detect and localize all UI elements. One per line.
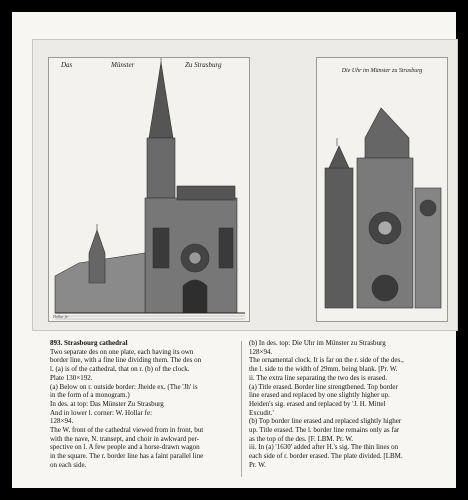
entry-line: Plate 130×192. [50, 373, 93, 382]
entry-line: with the nave, N. transept, and choir in awkward per- [50, 434, 200, 443]
entry-line: spective on l. A few people and a horse-drawn wagon [50, 443, 200, 452]
cathedral-drawing [49, 58, 249, 321]
entry-line: in the form of a monogram.) [50, 391, 130, 400]
clock-panel [316, 57, 448, 322]
catalogue-right-column [249, 339, 453, 470]
entry-line: (a) Title erased. Border line strengthened. Top border [249, 382, 398, 391]
entry-line: the l. side to the width of 29mm. being blank. [Pr. W. [249, 365, 398, 374]
entry-line: The W. front of the cathedral viewed from in front, but [50, 426, 204, 435]
entry-line: in the square. The r. border line has a faint parallel line [50, 452, 204, 461]
panel-title-word: Zu Strasburg [185, 61, 222, 69]
entry-line: on each side. [50, 460, 87, 469]
catalogue-left-column [50, 339, 235, 470]
entry-line: 128×94. [249, 347, 273, 356]
panel-title: Die Uhr im Münster zu Strasburg [341, 68, 423, 74]
entry-line: 128×94. [50, 417, 74, 426]
panel-title-word: Münster [111, 61, 135, 69]
cathedral-panel [48, 57, 250, 322]
entry-line: Pr. W. [249, 460, 266, 469]
entry-line: Two separate des on one plate, each having its own [50, 347, 194, 356]
entry-line: l. (a) is of the cathedral, that on r. (b) of the clock. [50, 365, 190, 374]
panel-title-word: Das [61, 61, 73, 69]
entry-line: Heiden's sig. erased and replaced by 'J. H. Mittel [249, 399, 386, 408]
column-divider [241, 341, 242, 477]
entry-line: The ornamental clock. It is far on the r. side of the des., [249, 356, 404, 365]
entry-line: each side of r. border erased. The plate divided. [LBM. [249, 452, 403, 461]
entry-line: as the top of the des. [F. LBM. Pr. W. [249, 434, 354, 443]
entry-line: ii. The extra line separating the two des is erased. [249, 373, 388, 382]
etching-plate-image [32, 39, 458, 331]
entry-line: Excudit.' [249, 408, 274, 417]
catalogue-text [50, 339, 452, 479]
entry-line: (b) Top border line erased and replaced slightly higher [249, 417, 402, 426]
entry-line: line erased and replaced by one slightly higher up. [249, 391, 390, 400]
artist-signature: Hollar fe: [53, 314, 69, 319]
entry-line: In des. at top: Das Münster Zu Strasburg [50, 399, 164, 408]
astronomical-clock-drawing [317, 58, 447, 321]
entry-line: iii. In (a) '1630' added after H.'s sig. The thin lines on [249, 443, 399, 452]
entry-heading: 893. Strasbourg cathedral [50, 339, 128, 347]
entry-line: (a) Below on r. outside border: Jheide ex. (The 'Jh' is [50, 382, 198, 391]
entry-line: (b) In des. top: Die Uhr im Münster zu Strasburg [249, 339, 386, 347]
entry-line: And in lower l. corner: W. Hollar fe: [50, 408, 153, 417]
entry-line: up. Title erased. The l. border line remains only as far [249, 426, 400, 435]
entry-line: border line, with a fine line dividing them. The des on [50, 356, 202, 365]
